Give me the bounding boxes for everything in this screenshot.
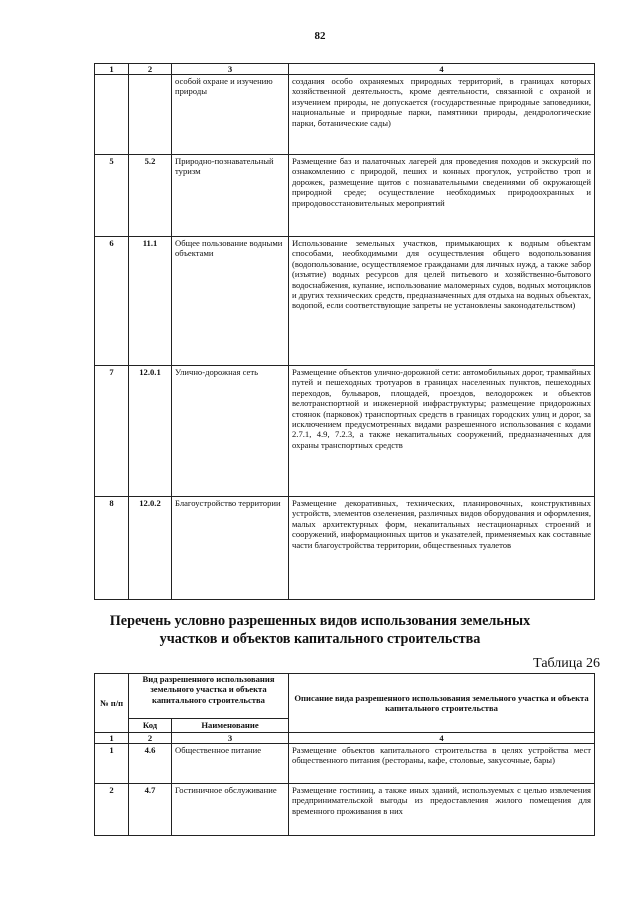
table-row: [95, 155, 595, 237]
use-code: 12.0.2: [129, 497, 172, 600]
col-name-header: Наименование: [172, 719, 289, 733]
row-number: 8: [95, 497, 129, 600]
col-code-header: Код: [129, 719, 172, 733]
use-code: 4.7: [129, 784, 172, 836]
row-number: 2: [95, 784, 129, 836]
use-name: Общее пользование водными объектами: [172, 237, 289, 366]
use-description: Размещение баз и палаточных лагерей для проведения походов и экскурсий по ознакомлению с природой, пеших и конных прогулок, устройство троп и дорожек, размещение щитов с познавательными сведениями об окружающей природной среде; осуществление необходимых природоохранных и природовосстановительных мероприятий: [289, 155, 595, 237]
table-row: [95, 75, 595, 155]
col-description-header: Описание вида разрешенного использования земельного участка и объекта капитального строительства: [289, 674, 595, 733]
permitted-use-table-continued: [94, 63, 595, 600]
row-number: 1: [95, 744, 129, 784]
use-code: 11.1: [129, 237, 172, 366]
row-number: 6: [95, 237, 129, 366]
col-kind-header: Вид разрешенного использования земельного участка и объекта капитального строительства: [129, 674, 289, 719]
row-number: 5: [95, 155, 129, 237]
page-number: 82: [314, 30, 326, 42]
use-name: особой охране и изучению природы: [172, 75, 289, 155]
table-header-row: [95, 674, 595, 719]
table-column-numbers-row: [95, 733, 595, 744]
use-description: Размещение объектов улично-дорожной сети: автомобильных дорог, трамвайных путей и пешеходных тротуаров в границах населенных пунктов, пешеходных переходов, бульваров, площадей, проездов, велодорожек и объектов велотранспортной и инженерной инфраструктуры; размещение придорожных стоянок (парковок) транспортных средств в границах городских улиц и дорог, за исключением предусмотренных видами разрешенного использования с кодами 2.7.1, 4.9, 7.2.3, а также некапитальных сооружений, предназначенных для охраны транспортных средств: [289, 366, 595, 497]
use-description: Размещение декоративных, технических, планировочных, конструктивных устройств, элементов озеленения, различных видов оборудования и оформления, малых архитектурных форм, некапитальных нестационарных строений и сооружений, информационных щитов и указателей, применяемых как составные части благоустройства территории, общественных туалетов: [289, 497, 595, 600]
use-code: 4.6: [129, 744, 172, 784]
table-row: [95, 497, 595, 600]
row-number: [95, 75, 129, 155]
use-name: Улично-дорожная сеть: [172, 366, 289, 497]
use-description: Использование земельных участков, примыкающих к водным объектам способами, необходимыми для осуществления общего водопользования (водопользование, осуществляемое гражданами для личных нужд, а также забор (изъятие) водных ресурсов для целей питьевого и хозяйственно-бытового водоснабжения, купание, использование маломерных судов, водных мотоциклов и других технических средств, предназначенных для отдыха на водных объектах, водопой, если соответствующие запреты не установлены законодательством): [289, 237, 595, 366]
section-heading: Перечень условно разрешенных видов использования земельных участков и объектов капитального строительства: [109, 613, 531, 647]
row-number: 7: [95, 366, 129, 497]
header-cell: 2: [129, 733, 172, 744]
use-code: [129, 75, 172, 155]
table-row: [95, 237, 595, 366]
use-name: Природно-познавательный туризм: [172, 155, 289, 237]
header-cell: 4: [289, 64, 595, 75]
use-description: создания особо охраняемых природных территорий, в границах которых хозяйственной деятельность, кроме деятельности, связанной с охраной и изучением природы, не допускается (государственные природные заповедники, национальные и природные парки, памятники природы, дендрологические парки, ботанические сады): [289, 75, 595, 155]
col-number-header: № п/п: [95, 674, 129, 733]
header-cell: 3: [172, 64, 289, 75]
table-row: [95, 784, 595, 836]
table-header-row: [95, 64, 595, 75]
table-row: [95, 744, 595, 784]
header-cell: 1: [95, 733, 129, 744]
conditionally-permitted-use-table: [94, 673, 595, 836]
header-cell: 3: [172, 733, 289, 744]
header-cell: 2: [129, 64, 172, 75]
use-description: Размещение гостиниц, а также иных зданий, используемых с целью извлечения предпринимательской выгоды из предоставления жилого помещения для временного проживания в них: [289, 784, 595, 836]
table-row: [95, 366, 595, 497]
use-code: 5.2: [129, 155, 172, 237]
table-label: Таблица 26: [533, 656, 600, 671]
use-name: Благоустройство территории: [172, 497, 289, 600]
use-name: Общественное питание: [172, 744, 289, 784]
use-description: Размещение объектов капитального строительства в целях устройства мест общественного питания (рестораны, кафе, столовые, закусочные, бары): [289, 744, 595, 784]
header-cell: 4: [289, 733, 595, 744]
use-code: 12.0.1: [129, 366, 172, 497]
header-cell: 1: [95, 64, 129, 75]
use-name: Гостиничное обслуживание: [172, 784, 289, 836]
